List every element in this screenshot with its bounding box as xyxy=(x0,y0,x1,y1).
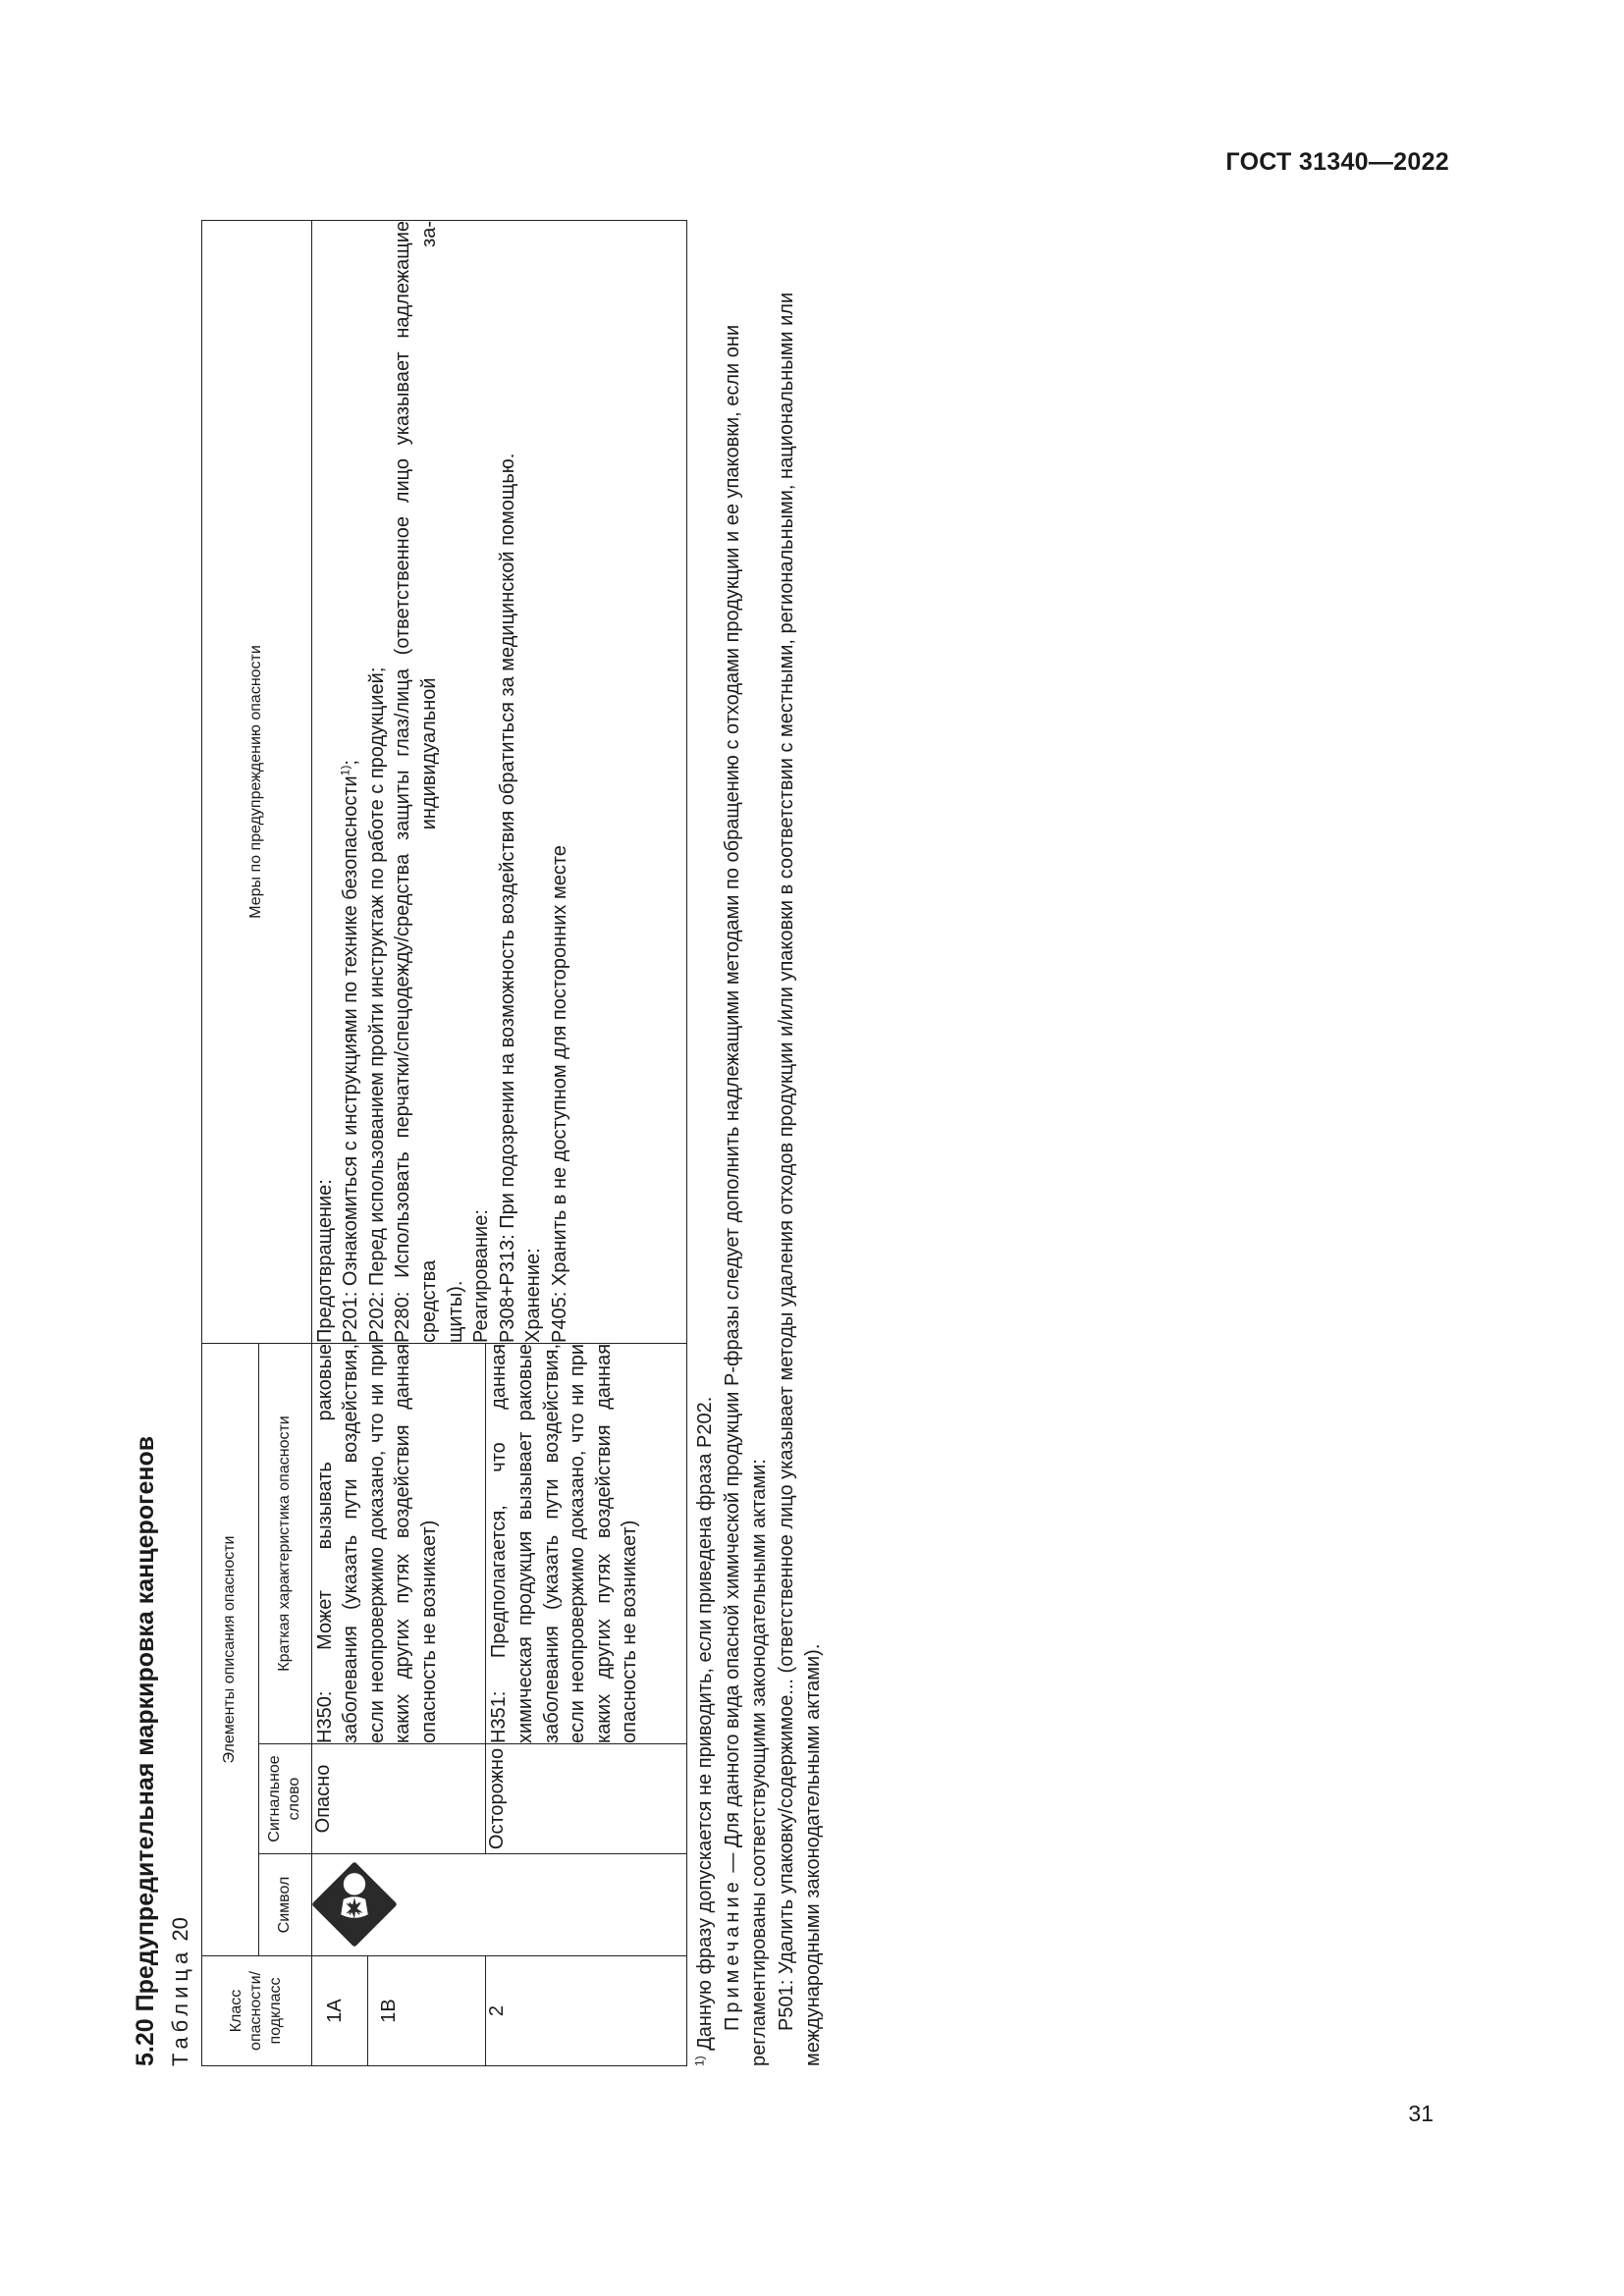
hazard-statement-h350: Н350: Может вызывать раковые заболевания (указать пути воздействия, если неопровержимо доказано, что ни при каких других путях воздействия данная опасность не возникает) xyxy=(311,1343,486,1743)
storage-title: Хранение: xyxy=(522,1248,545,1343)
header-symbol: Символ xyxy=(258,1854,311,1956)
p405-text: Р405: Хранить в не доступном для посторонних месте xyxy=(548,845,570,1343)
p201-text xyxy=(338,221,364,1343)
footnote xyxy=(692,221,720,2066)
response-title: Реагирование: xyxy=(470,1209,493,1343)
health-hazard-icon xyxy=(312,1863,397,1948)
hazard-table xyxy=(201,220,687,2066)
table-label-number: 20 xyxy=(168,1917,192,1942)
precautions-cell xyxy=(311,220,686,1343)
table-label-word: Таблица xyxy=(168,1947,192,2066)
header-elements: Элементы описания опасности xyxy=(202,1343,259,1955)
note-text: — Для данного вида опасной химической продукции Р-фразы следует дополнить надлежащими методами по обращению с отходами продукции и ее упаковки, если они регламентированы соответствующими законодательными актами: xyxy=(721,324,771,2066)
table-notes xyxy=(692,221,828,2066)
table-label xyxy=(168,1917,193,2066)
hazard-statement-h351: Н351: Предполагается, что данная химическая продукция вызывает раковые заболевания (указать пути воздействия, если неопровержимо доказано, что ни при каких других путях воздействия данная опасность не возникает) xyxy=(486,1343,687,1743)
page-number: 31 xyxy=(1408,2101,1434,2126)
note-label: Примечание xyxy=(721,1878,743,2031)
prevention-title: Предотвращение: xyxy=(313,1179,336,1343)
footnote-text: Данную фразу допускается не приводить, если приведена фраза Р202. xyxy=(694,1396,716,2056)
p201-footnote-mark: 1) xyxy=(338,765,352,776)
p280-text: Р280: Использовать перчатки/спецодежду/средства защиты глаз/лица (ответственное лицо указывает надлежащие средства индивидуальной за- xyxy=(392,220,440,1343)
p201-end: ; xyxy=(340,760,362,766)
p280-text-end: щиты). xyxy=(444,1280,466,1343)
footnote-mark: 1) xyxy=(692,2056,707,2066)
note xyxy=(720,221,774,2066)
p202-text: Р202: Перед использованием пройти инструктаж по работе с продукцией; xyxy=(365,667,388,1343)
p308-text: Р308+Р313: При подозрении на возможность воздействия обратиться за медицинской помощью. xyxy=(496,453,518,1343)
header-precautions: Меры по предупреждению опасности xyxy=(202,220,312,1343)
class-1b: 1В xyxy=(367,1956,421,2065)
class-cell-1 xyxy=(311,1956,486,2066)
signal-word-warning: Осторожно xyxy=(486,1744,687,1854)
section-title: 5.20 Предупредительная маркировка канцерогенов xyxy=(132,1435,159,2066)
p501-note: Р501: Удалить упаковку/содержимое... (ответственное лицо указывает методы удаления отходов продукции и/или упаковки в соответствии с местными, региональными, национальными или международными законодательными актами). xyxy=(775,292,825,2066)
rotated-content xyxy=(119,150,839,2076)
symbol-cell xyxy=(311,1854,686,1956)
p201-statement: Р201: Ознакомиться с инструкциями по технике безопасности xyxy=(340,775,362,1343)
document-code: ГОСТ 31340—2022 xyxy=(1225,148,1449,176)
header-hazard-statement: Краткая характеристика опасности xyxy=(258,1343,311,1743)
header-signal-word: Сигнальное слово xyxy=(258,1744,311,1854)
class-1a: 1А xyxy=(323,1999,346,2023)
signal-word-danger: Опасно xyxy=(311,1744,486,1854)
header-class: Класс опасности/ подкласс xyxy=(202,1956,312,2066)
class-2: 2 xyxy=(486,1956,687,2066)
